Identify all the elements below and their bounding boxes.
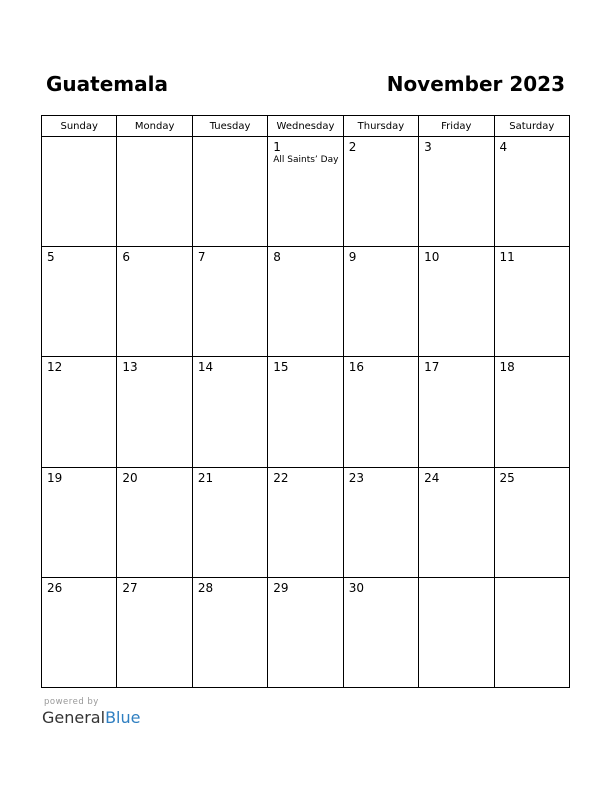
day-number: 19 bbox=[47, 470, 63, 485]
weekday-monday: Monday bbox=[117, 116, 192, 137]
week-row bbox=[42, 247, 570, 357]
weekday-thursday: Thursday bbox=[343, 116, 418, 137]
day-number bbox=[419, 578, 493, 581]
day-number bbox=[495, 578, 569, 581]
day-cell bbox=[192, 137, 267, 247]
day-cell bbox=[42, 577, 117, 687]
day-cell bbox=[117, 357, 192, 467]
day-cell bbox=[419, 467, 494, 577]
day-cell bbox=[192, 577, 267, 687]
day-cell bbox=[192, 357, 267, 467]
day-cell bbox=[117, 577, 192, 687]
day-cell bbox=[268, 577, 343, 687]
day-cell bbox=[343, 137, 418, 247]
day-cell bbox=[494, 577, 569, 687]
weekday-tuesday: Tuesday bbox=[192, 116, 267, 137]
country-title: Guatemala bbox=[46, 72, 168, 96]
weekday-saturday: Saturday bbox=[494, 116, 569, 137]
day-cell bbox=[192, 467, 267, 577]
day-number bbox=[42, 137, 116, 140]
logo-general-text: General bbox=[42, 708, 106, 727]
day-cell bbox=[268, 467, 343, 577]
day-number: 24 bbox=[424, 470, 440, 485]
day-number: 14 bbox=[197, 360, 214, 375]
day-cell bbox=[494, 137, 569, 247]
day-cell bbox=[42, 357, 117, 467]
day-number: 28 bbox=[197, 580, 214, 595]
day-number: 21 bbox=[197, 470, 214, 485]
day-number: 25 bbox=[499, 470, 515, 485]
day-cell bbox=[268, 137, 343, 247]
day-cell bbox=[268, 357, 343, 467]
day-number: 29 bbox=[273, 580, 289, 595]
day-number: 11 bbox=[499, 250, 515, 265]
day-cell bbox=[42, 137, 117, 247]
day-cell bbox=[268, 247, 343, 357]
footer-branding bbox=[42, 697, 140, 728]
day-number: 27 bbox=[122, 580, 138, 595]
day-number: 30 bbox=[348, 580, 364, 595]
week-row bbox=[42, 137, 570, 247]
weekday-friday: Friday bbox=[419, 116, 494, 137]
day-cell bbox=[419, 137, 494, 247]
day-number: 17 bbox=[424, 360, 440, 375]
day-number: 16 bbox=[348, 360, 364, 375]
day-number bbox=[117, 137, 191, 140]
day-cell bbox=[494, 357, 569, 467]
week-row bbox=[42, 357, 570, 467]
day-cell bbox=[192, 247, 267, 357]
day-cell bbox=[117, 137, 192, 247]
day-cell bbox=[343, 357, 418, 467]
day-cell bbox=[343, 467, 418, 577]
generalblue-logo bbox=[42, 708, 140, 728]
day-number: 12 bbox=[47, 360, 63, 375]
day-number: 15 bbox=[273, 360, 289, 375]
day-cell bbox=[343, 247, 418, 357]
day-number: 8 bbox=[273, 250, 281, 265]
day-cell bbox=[419, 577, 494, 687]
day-number: 4 bbox=[499, 140, 508, 154]
week-row bbox=[42, 467, 570, 577]
month-year-title: November 2023 bbox=[386, 72, 565, 96]
day-number: 20 bbox=[122, 470, 138, 485]
day-number: 7 bbox=[197, 250, 206, 265]
logo-blue-text: Blue bbox=[105, 708, 141, 727]
weekday-header-row bbox=[42, 116, 570, 137]
day-number: 26 bbox=[47, 580, 63, 595]
day-number: 13 bbox=[122, 360, 138, 375]
weekday-wednesday: Wednesday bbox=[268, 116, 343, 137]
day-cell bbox=[117, 247, 192, 357]
day-cell bbox=[419, 247, 494, 357]
week-row bbox=[42, 577, 570, 687]
day-cell bbox=[494, 247, 569, 357]
day-number: 22 bbox=[273, 470, 289, 485]
day-number: 1 bbox=[273, 140, 281, 154]
day-cell bbox=[117, 467, 192, 577]
holiday-label: All Saints’ Day bbox=[273, 155, 339, 165]
weekday-sunday: Sunday bbox=[42, 116, 117, 137]
calendar-grid bbox=[41, 115, 570, 688]
day-number: 3 bbox=[424, 140, 432, 154]
day-number: 18 bbox=[499, 360, 515, 375]
day-cell bbox=[343, 577, 418, 687]
day-number: 2 bbox=[348, 140, 357, 154]
day-cell bbox=[494, 467, 569, 577]
day-cell bbox=[42, 467, 117, 577]
day-number: 6 bbox=[122, 250, 131, 265]
day-number bbox=[193, 137, 267, 140]
day-number: 23 bbox=[348, 470, 364, 485]
day-number: 10 bbox=[424, 250, 440, 265]
day-cell bbox=[419, 357, 494, 467]
day-cell bbox=[42, 247, 117, 357]
day-number: 9 bbox=[348, 250, 357, 265]
day-number: 5 bbox=[47, 250, 55, 265]
powered-by-text: powered by bbox=[44, 697, 99, 707]
